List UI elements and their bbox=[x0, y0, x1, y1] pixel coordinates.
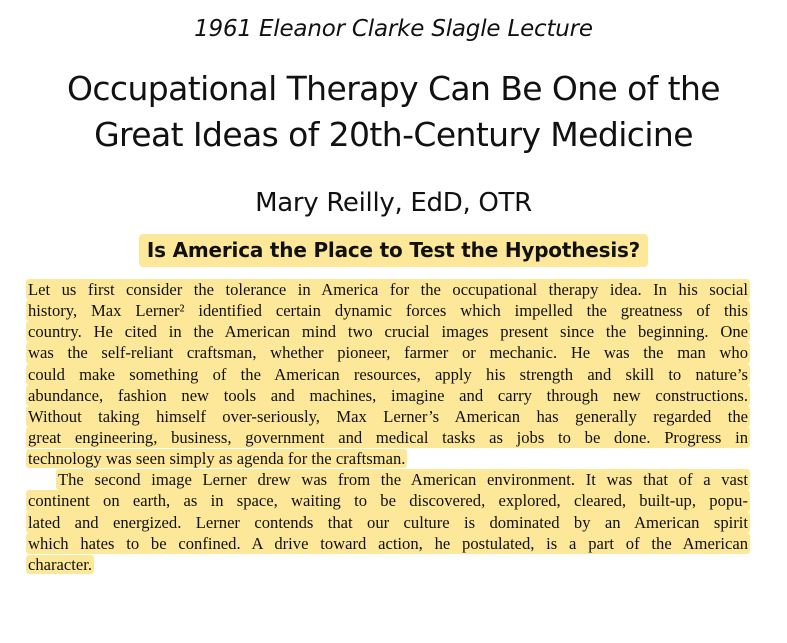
section-heading: Is America the Place to Test the Hypothesis? bbox=[139, 234, 648, 267]
author-byline: Mary Reilly, EdD, OTR bbox=[255, 188, 532, 218]
text-line bbox=[26, 490, 750, 511]
highlighted-text: was the self-reliant craftsman, whether pioneer, farmer or mechanic. He was the man who bbox=[28, 343, 748, 363]
paragraph-1 bbox=[26, 279, 750, 469]
text-line bbox=[26, 406, 750, 427]
highlighted-text: history, Max Lerner² identified certain dynamic forces which impelled the greatness of this bbox=[28, 301, 748, 321]
text-line bbox=[26, 512, 750, 533]
body-text bbox=[26, 279, 750, 575]
text-line bbox=[26, 279, 750, 300]
highlighted-text: lated and energized. Lerner contends that our culture is dominated by an American spirit bbox=[28, 512, 748, 532]
text-line bbox=[26, 364, 750, 385]
section-heading-wrap bbox=[0, 234, 787, 267]
article-title-line-1: Occupational Therapy Can Be One of the bbox=[66, 69, 720, 108]
highlighted-text: Without taking himself over-seriously, Max Lerner’s American has generally regarded the bbox=[28, 406, 748, 426]
article-title bbox=[0, 66, 787, 158]
highlighted-text: The second image Lerner drew was from the American environment. It was that of a vast bbox=[58, 470, 748, 490]
text-line bbox=[26, 427, 750, 448]
highlighted-text: which hates to be confined. A drive toward action, he postulated, is a part of the American bbox=[28, 533, 748, 553]
article-title-line-2: Great Ideas of 20th-Century Medicine bbox=[94, 115, 693, 154]
text-line bbox=[26, 342, 750, 363]
text-line bbox=[26, 300, 750, 321]
highlighted-text: Let us first consider the tolerance in America for the occupational therapy idea. In his social bbox=[28, 280, 748, 299]
text-line bbox=[26, 448, 750, 469]
highlighted-text: abundance, fashion new tools and machines, imagine and carry through new constructions. bbox=[28, 385, 748, 405]
highlighted-text: could make something of the American resources, apply his strength and skill to nature’s bbox=[28, 364, 748, 384]
lecture-label: 1961 Eleanor Clarke Slagle Lecture bbox=[194, 16, 593, 42]
highlighted-text: continent on earth, as in space, waiting to be discovered, explored, cleared, built-up, popu- bbox=[28, 491, 748, 511]
highlighted-text: character. bbox=[28, 554, 93, 574]
highlighted-text: technology was seen simply as agenda for the craftsman. bbox=[28, 449, 406, 469]
text-line bbox=[26, 321, 750, 342]
text-line bbox=[26, 385, 750, 406]
paragraph-2 bbox=[26, 469, 750, 575]
text-line bbox=[26, 533, 750, 554]
highlighted-text: country. He cited in the American mind two crucial images present since the beginning. One bbox=[28, 322, 748, 342]
text-line bbox=[26, 469, 750, 490]
text-line bbox=[26, 554, 750, 575]
highlighted-text: great engineering, business, government and medical tasks as jobs to be done. Progress in bbox=[28, 427, 748, 447]
